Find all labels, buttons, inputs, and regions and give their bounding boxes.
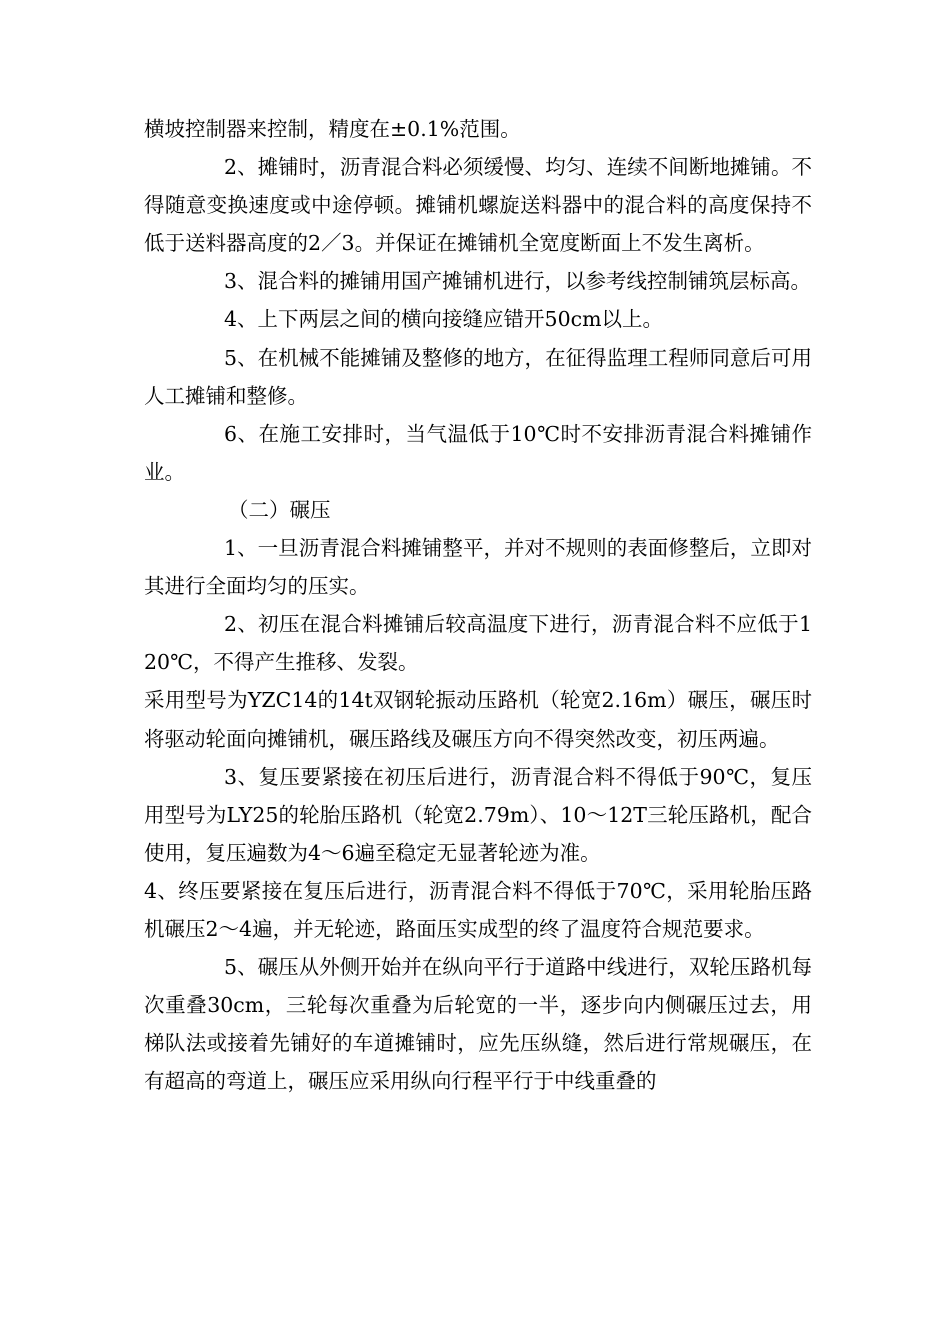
- paragraph: 3、混合料的摊铺用国产摊铺机进行，以参考线控制铺筑层标高。: [224, 269, 812, 294]
- paragraph: 2、初压在混合料摊铺后较高温度下进行，沥青混合料不应低于120℃，不得产生推移、发裂。: [144, 612, 812, 675]
- paragraph: 5、在机械不能摊铺及整修的地方，在征得监理工程师同意后可用人工摊铺和整修。: [144, 345, 812, 408]
- section-heading: （二）碾压: [228, 497, 331, 522]
- paragraph: 3、复压要紧接在初压后进行，沥青混合料不得低于90℃，复压用型号为LY25的轮胎压路机（轮宽2.79m）、10～12T三轮压路机，配合使用，复压遍数为4～6遍至稳定无显著轮迹为准。: [144, 764, 812, 865]
- paragraph: 横坡控制器来控制，精度在±0.1%范围。: [144, 117, 521, 141]
- paragraph: 4、上下两层之间的横向接缝应错开50cm以上。: [224, 307, 664, 332]
- paragraph: 4、终压要紧接在复压后进行，沥青混合料不得低于70℃，采用轮胎压路机碾压2～4遍，并无轮迹，路面压实成型的终了温度符合规范要求。: [144, 878, 812, 941]
- paragraph: 采用型号为YZC14的14t双钢轮振动压路机（轮宽2.16m）碾压，碾压时将驱动轮面向摊铺机，碾压路线及碾压方向不得突然改变，初压两遍。: [144, 688, 812, 751]
- paragraph: 2、摊铺时，沥青混合料必须缓慢、均匀、连续不间断地摊铺。不得随意变换速度或中途停顿。摊铺机螺旋送料器中的混合料的高度保持不低于送料器高度的2／3。并保证在摊铺机全宽度断面上不发生离析。: [144, 155, 812, 256]
- paragraph: 1、一旦沥青混合料摊铺整平，并对不规则的表面修整后，立即对其进行全面均匀的压实。: [144, 536, 812, 599]
- paragraph: 6、在施工安排时，当气温低于10℃时不安排沥青混合料摊铺作业。: [144, 421, 812, 484]
- document-body: [144, 110, 812, 1100]
- paragraph: 5、碾压从外侧开始并在纵向平行于道路中线进行，双轮压路机每次重叠30cm，三轮每次重叠为后轮宽的一半，逐步向内侧碾压过去，用梯队法或接着先铺好的车道摊铺时，应先压纵缝，然后进行常规碾压，在有超高的弯道上，碾压应采用纵向行程平行于中线重叠的: [144, 955, 812, 1094]
